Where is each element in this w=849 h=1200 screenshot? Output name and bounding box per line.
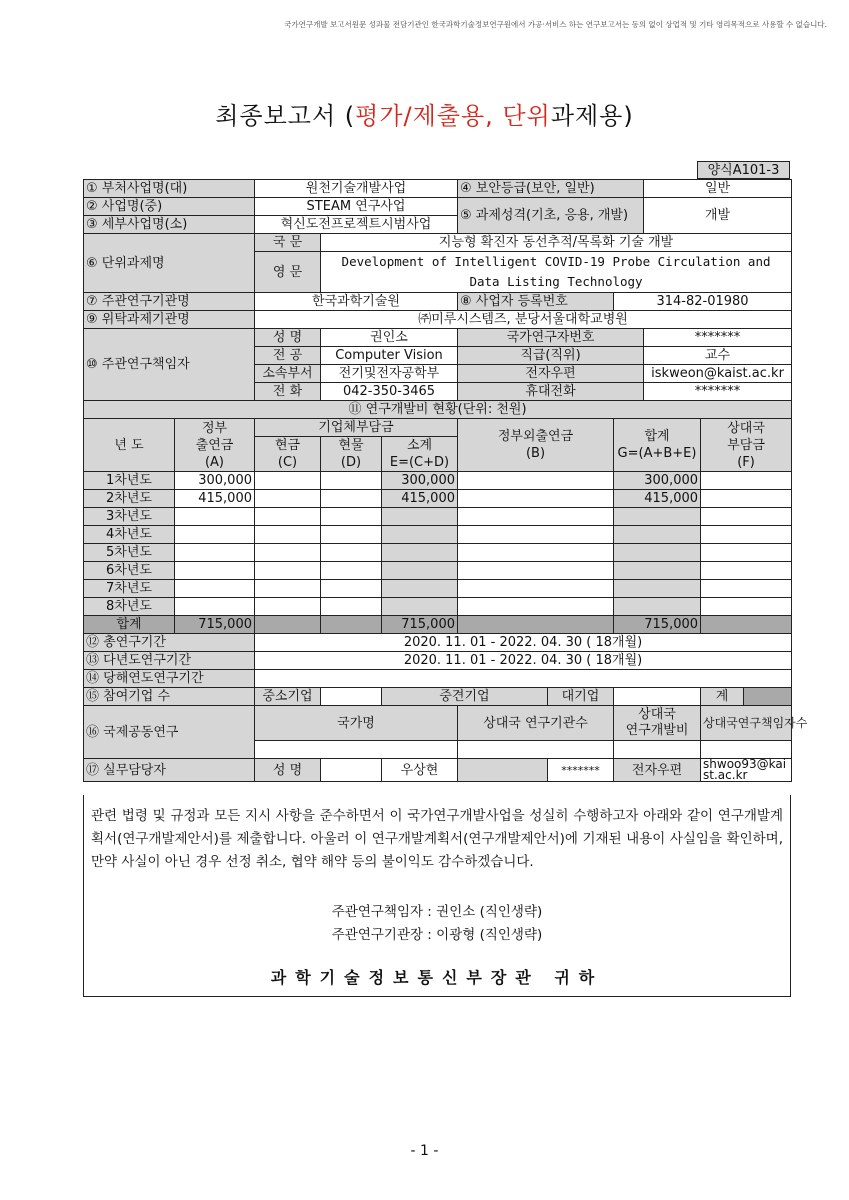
value-partner-inst bbox=[458, 741, 614, 759]
label-name: 성 명 bbox=[255, 329, 321, 347]
budget-subtotal bbox=[382, 508, 458, 526]
label-mobile: 휴대전화 bbox=[458, 383, 644, 401]
budget-cash bbox=[255, 562, 321, 580]
row-staff bbox=[84, 759, 792, 782]
budget-row bbox=[84, 490, 792, 508]
budget-gov bbox=[175, 598, 255, 616]
row-dept-program bbox=[84, 180, 792, 198]
budget-total-inkind bbox=[321, 616, 382, 634]
form-number: 양식A101-3 bbox=[697, 161, 790, 179]
budget-header-total: 합계 G=(A+B+E) bbox=[614, 419, 701, 472]
budget-inkind bbox=[321, 544, 382, 562]
value-sme bbox=[321, 688, 382, 706]
budget-inkind bbox=[321, 598, 382, 616]
budget-subtotal bbox=[382, 598, 458, 616]
budget-total bbox=[614, 580, 701, 598]
label-partner-inst: 상대국 연구기관수 bbox=[458, 706, 614, 741]
budget-nongov bbox=[458, 472, 614, 490]
value-email: iskweon@kaist.ac.kr bbox=[644, 365, 792, 383]
budget-gov bbox=[175, 562, 255, 580]
value-large bbox=[614, 688, 701, 706]
budget-cash bbox=[255, 526, 321, 544]
budget-total: 300,000 bbox=[614, 472, 701, 490]
label-dept: 소속부서 bbox=[255, 365, 321, 383]
row-participants bbox=[84, 688, 792, 706]
value-title-en: Development of Intelligent COVID-19 Probe Circulation and Data Listing Technology bbox=[321, 252, 792, 293]
budget-year: 8차년도 bbox=[84, 598, 175, 616]
budget-total bbox=[614, 508, 701, 526]
budget-nongov bbox=[458, 580, 614, 598]
value-partner-rnd bbox=[614, 741, 701, 759]
label-security: ④ 보안등급(보안, 일반) bbox=[458, 180, 644, 198]
budget-row bbox=[84, 598, 792, 616]
budget-total-row bbox=[84, 616, 792, 634]
value-pi-name: 권인소 bbox=[321, 329, 458, 347]
budget-total bbox=[614, 562, 701, 580]
budget-total: 415,000 bbox=[614, 490, 701, 508]
label-researcher-no: 국가연구자번호 bbox=[458, 329, 644, 347]
budget-inkind bbox=[321, 580, 382, 598]
budget-gov bbox=[175, 580, 255, 598]
value-security: 일반 bbox=[644, 180, 792, 198]
label-total-period: ⑫ 총연구기간 bbox=[84, 634, 255, 652]
budget-partner bbox=[701, 598, 792, 616]
budget-inkind bbox=[321, 472, 382, 490]
page-number: - 1 - bbox=[410, 1143, 439, 1159]
value-dept-program: 원천기술개발사업 bbox=[255, 180, 458, 198]
label-email: 전자우편 bbox=[458, 365, 644, 383]
budget-total-nongov bbox=[458, 616, 614, 634]
report-form-table bbox=[83, 179, 808, 782]
label-program: ② 사업명(중) bbox=[84, 198, 255, 216]
budget-header-cash: 현금 (C) bbox=[255, 437, 321, 472]
value-country bbox=[255, 741, 458, 759]
row-consigned bbox=[84, 311, 792, 329]
budget-cash bbox=[255, 508, 321, 526]
recipient: 과학기술정보통신부장관 귀하 bbox=[270, 968, 604, 987]
row-unit-task-kr bbox=[84, 234, 792, 252]
value-partner-pi bbox=[701, 741, 792, 759]
label-consigned: ⑨ 위탁과제기관명 bbox=[84, 311, 255, 329]
budget-subtotal bbox=[382, 580, 458, 598]
value-consigned: ㈜미루시스템즈, 분당서울대학교병원 bbox=[255, 311, 792, 329]
budget-gov: 415,000 bbox=[175, 490, 255, 508]
budget-inkind bbox=[321, 490, 382, 508]
budget-row bbox=[84, 580, 792, 598]
value-bizno: 314-82-01980 bbox=[614, 293, 792, 311]
budget-nongov bbox=[458, 598, 614, 616]
budget-title: ⑪ 연구개발비 현황(단위: 천원) bbox=[84, 401, 792, 419]
budget-subtotal: 415,000 bbox=[382, 490, 458, 508]
value-sub-program: 혁신도전프로젝트시범사업 bbox=[255, 216, 458, 234]
label-country: 국가명 bbox=[255, 706, 458, 741]
row-institution bbox=[84, 293, 792, 311]
budget-nongov bbox=[458, 526, 614, 544]
label-staff-name: 성 명 bbox=[255, 759, 321, 782]
budget-total-gov: 715,000 bbox=[175, 616, 255, 634]
budget-inkind bbox=[321, 526, 382, 544]
label-midsize: 중견기업 bbox=[382, 688, 548, 706]
budget-gov bbox=[175, 508, 255, 526]
budget-row bbox=[84, 508, 792, 526]
label-major: 전 공 bbox=[255, 347, 321, 365]
budget-total bbox=[614, 544, 701, 562]
label-institution: ⑦ 주관연구기관명 bbox=[84, 293, 255, 311]
copyright-notice: 국가연구개발 보고서원문 성과물 전담기관인 한국과학기술정보연구원에서 가공·서비스 하는 연구보고서는 동의 없이 상업적 및 기타 영리목적으로 사용할 수 없습니다. bbox=[284, 20, 827, 29]
budget-total-total: 715,000 bbox=[614, 616, 701, 634]
label-pi: ⑩ 주관연구책임자 bbox=[84, 329, 255, 401]
budget-row bbox=[84, 544, 792, 562]
budget-cash bbox=[255, 544, 321, 562]
value-this-year bbox=[255, 670, 792, 688]
budget-total-partner bbox=[701, 616, 792, 634]
budget-partner bbox=[701, 472, 792, 490]
budget-partner bbox=[701, 562, 792, 580]
value-multi-year: 2020. 11. 01 - 2022. 04. 30 ( 18개월) bbox=[255, 652, 792, 670]
budget-nongov bbox=[458, 544, 614, 562]
value-mobile: ******* bbox=[644, 383, 792, 401]
label-participants: ⑮ 참여기업 수 bbox=[84, 688, 255, 706]
budget-total bbox=[614, 526, 701, 544]
value-researcher-no: ******* bbox=[644, 329, 792, 347]
row-intl-1 bbox=[84, 706, 792, 741]
value-institution: 한국과학기술원 bbox=[255, 293, 458, 311]
label-sum: 계 bbox=[701, 688, 744, 706]
budget-gov: 300,000 bbox=[175, 472, 255, 490]
label-dept-program: ① 부처사업명(대) bbox=[84, 180, 255, 198]
budget-inkind bbox=[321, 562, 382, 580]
budget-gov bbox=[175, 526, 255, 544]
budget-row bbox=[84, 472, 792, 490]
label-position: 직급(직위) bbox=[458, 347, 644, 365]
row-program bbox=[84, 198, 792, 216]
label-staff-blank bbox=[458, 759, 548, 782]
label-partner-rnd: 상대국 연구개발비 bbox=[614, 706, 701, 741]
budget-year: 4차년도 bbox=[84, 526, 175, 544]
budget-subtotal bbox=[382, 562, 458, 580]
budget-year: 6차년도 bbox=[84, 562, 175, 580]
value-sum bbox=[744, 688, 792, 706]
row-multi-year bbox=[84, 652, 792, 670]
budget-total bbox=[614, 598, 701, 616]
row-budget-title bbox=[84, 401, 792, 419]
budget-year: 1차년도 bbox=[84, 472, 175, 490]
label-large: 대기업 bbox=[548, 688, 614, 706]
signature-block bbox=[91, 901, 783, 947]
label-sub-program: ③ 세부사업명(소) bbox=[84, 216, 255, 234]
label-this-year: ⑭ 당해연도연구기간 bbox=[84, 670, 255, 688]
value-staff-phone: ******* bbox=[548, 759, 614, 782]
budget-partner bbox=[701, 580, 792, 598]
label-phone: 전 화 bbox=[255, 383, 321, 401]
budget-cash bbox=[255, 472, 321, 490]
label-english: 영 문 bbox=[255, 252, 321, 293]
budget-inkind bbox=[321, 508, 382, 526]
page-title: 최종보고서 (평가/제출용, 단위과제용) bbox=[215, 102, 634, 130]
label-bizno: ⑧ 사업자 등록번호 bbox=[458, 293, 614, 311]
budget-nongov bbox=[458, 562, 614, 580]
budget-header-partner: 상대국 부담금 (F) bbox=[701, 419, 792, 472]
budget-subtotal bbox=[382, 544, 458, 562]
row-budget-header-1 bbox=[84, 419, 792, 437]
signature-pi: 주관연구책임자 : 권인소 (직인생략) bbox=[331, 904, 543, 920]
row-pi-name bbox=[84, 329, 792, 347]
value-title-kr: 지능형 확진자 동선추적/목록화 기술 개발 bbox=[321, 234, 792, 252]
budget-subtotal bbox=[382, 526, 458, 544]
budget-header-inkind: 현물 (D) bbox=[321, 437, 382, 472]
value-staff-email: shwoo93@kaist.ac.kr bbox=[701, 759, 792, 782]
value-staff-blank bbox=[321, 759, 382, 782]
label-multi-year: ⑬ 다년도연구기간 bbox=[84, 652, 255, 670]
value-major: Computer Vision bbox=[321, 347, 458, 365]
row-total-period bbox=[84, 634, 792, 652]
budget-subtotal: 300,000 bbox=[382, 472, 458, 490]
budget-total-year: 합계 bbox=[84, 616, 175, 634]
budget-partner bbox=[701, 508, 792, 526]
budget-header-corp: 기업체부담금 bbox=[255, 419, 458, 437]
value-task-nature: 개발 bbox=[644, 198, 792, 234]
budget-row bbox=[84, 526, 792, 544]
budget-header-subtotal: 소계 E=(C+D) bbox=[382, 437, 458, 472]
budget-nongov bbox=[458, 508, 614, 526]
budget-cash bbox=[255, 598, 321, 616]
budget-total-subtotal: 715,000 bbox=[382, 616, 458, 634]
row-this-year bbox=[84, 670, 792, 688]
label-intl: ⑯ 국제공동연구 bbox=[84, 706, 255, 759]
declaration-text: 관련 법령 및 규정과 모든 지시 사항을 준수하면서 이 국가연구개발사업을 성실히 수행하고자 아래와 같이 연구개발계획서(연구개발제안서)를 제출합니다. 아울러 이 연구개발계획서(연구개발제안서)에 기재된 내용이 사실임을 확인하며, 만약 사실이 아닌 경우 선정 취소, 협약 해약 등의 불이익도 감수하겠습니다. bbox=[91, 808, 783, 870]
budget-year: 2차년도 bbox=[84, 490, 175, 508]
budget-year: 3차년도 bbox=[84, 508, 175, 526]
value-position: 교수 bbox=[644, 347, 792, 365]
budget-header-nongov: 정부외출연금 (B) bbox=[458, 419, 614, 472]
label-partner-pi: 상대국연구책임자수 bbox=[701, 706, 792, 741]
declaration-box bbox=[83, 795, 791, 997]
budget-cash bbox=[255, 580, 321, 598]
value-staff-name: 우상현 bbox=[382, 759, 458, 782]
value-dept: 전기및전자공학부 bbox=[321, 365, 458, 383]
label-task-nature: ⑤ 과제성격(기초, 응용, 개발) bbox=[458, 198, 644, 234]
label-staff-email: 전자우편 bbox=[614, 759, 701, 782]
budget-header-gov: 정부 출연금 (A) bbox=[175, 419, 255, 472]
value-total-period: 2020. 11. 01 - 2022. 04. 30 ( 18개월) bbox=[255, 634, 792, 652]
budget-partner bbox=[701, 526, 792, 544]
label-korean: 국 문 bbox=[255, 234, 321, 252]
label-sme: 중소기업 bbox=[255, 688, 321, 706]
budget-gov bbox=[175, 544, 255, 562]
budget-total-cash bbox=[255, 616, 321, 634]
budget-partner bbox=[701, 544, 792, 562]
budget-year: 7차년도 bbox=[84, 580, 175, 598]
label-staff: ⑰ 실무담당자 bbox=[84, 759, 255, 782]
budget-cash bbox=[255, 490, 321, 508]
label-unit-task: ⑥ 단위과제명 bbox=[84, 234, 255, 293]
budget-partner bbox=[701, 490, 792, 508]
budget-year: 5차년도 bbox=[84, 544, 175, 562]
value-program: STEAM 연구사업 bbox=[255, 198, 458, 216]
budget-header-year: 년 도 bbox=[84, 419, 175, 472]
signature-head: 주관연구기관장 : 이광형 (직인생략) bbox=[331, 927, 543, 943]
budget-nongov bbox=[458, 490, 614, 508]
budget-row bbox=[84, 562, 792, 580]
value-phone: 042-350-3465 bbox=[321, 383, 458, 401]
